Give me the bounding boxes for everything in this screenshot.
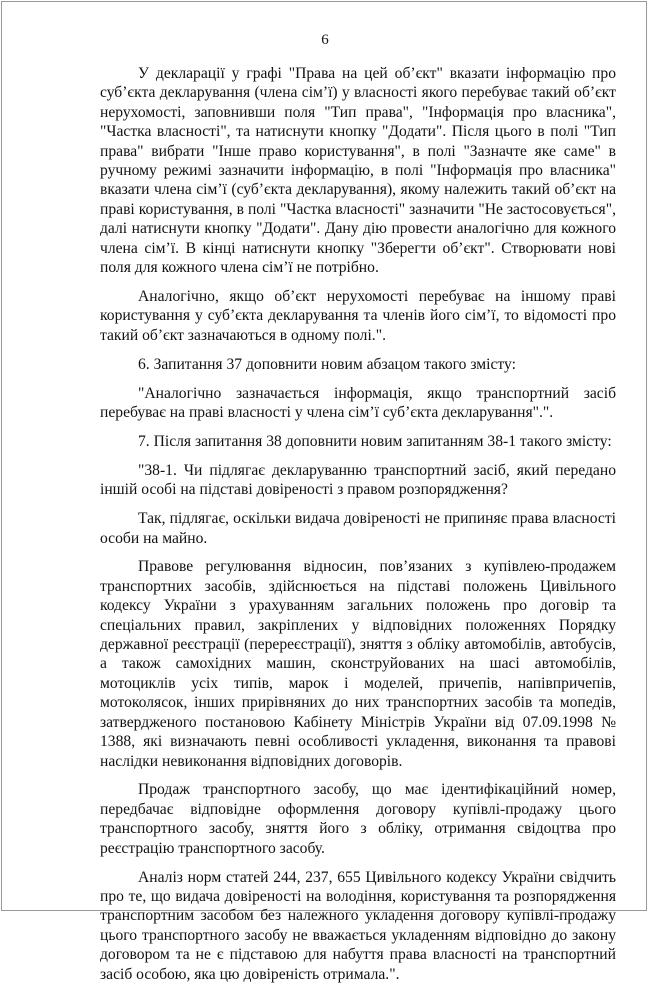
document-body xyxy=(100,64,616,993)
paragraph-declaration-instructions: У декларації у графі "Права на цей об’єкт" вказати інформацію про суб’єкта декларування (члена сім’ї) у власності якого перебуває такий об’єкт нерухомості, заповнивши поля "Тип права", "Інформація про власника", "Частка власності", та натиснути кнопку "Додати". Після цього в полі "Тип права" вибрати "Інше право користування", в полі "Зазначте яке саме" в ручному режимі зазначити інформацію, в полі "Інформація про власника" вказати члена сім’ї (суб’єкта декларування), якому належить такий об’єкт на праві користування, в полі "Частка власності" зазначити "Не застосовується", далі натиснути кнопку "Додати". Дану дію провести аналогічно для кожного члена сім’ї. В кінці натиснути кнопку "Зберегти об’єкт". Створювати нові поля для кожного члена сім’ї не потрібно. xyxy=(100,65,616,277)
paragraph-civil-code-analysis: Аналіз норм статей 244, 237, 655 Цивільного кодексу України свідчить про те, що видача довіреності на володіння, користування та розпорядження транспортним засобом без належного укладення договору купівлі-продажу цього транспортного засобу не вважається укладенням відповідно до закону договором та не є підставою для набуття права власності на транспортний засіб особою, яка цю довіреність отримала.". xyxy=(100,868,616,983)
paragraph-question-38-1: "38-1. Чи підлягає декларуванню транспортний засіб, який передано іншій особі на підставі довіреності з правом розпорядження? xyxy=(100,461,616,499)
paragraph-vehicle-family-member: "Аналогічно зазначається інформація, якщо транспортний засіб перебуває на праві власності у члена сім’ї суб’єкта декларування".". xyxy=(100,384,616,421)
paragraph-vehicle-sale: Продаж транспортного засобу, що має ідентифікаційний номер, передбачає відповідне оформлення договору купівлі-продажу цього транспортного засобу, зняття його з обліку, отримання свідоцтва про реєстрацію транспортного засобу. xyxy=(100,781,616,857)
paragraph-legal-regulation: Правове регулювання відносин, пов’язаних з купівлею-продажем транспортних засобів, здійснюється на підставі положень Цивільного кодексу України з урахуванням загальних положень про договір та спеціальних правил, закріплених у відповідних положеннях Порядку державної реєстрації (перереєстрації), зняття з обліку автомобілів, автобусів, а також самохідних машин, сконструйованих на шасі автомобілів, мотоциклів усіх типів, марок і моделей, причепів, напівпричепів, мотоколясок, інших прирівняних до них транспортних засобів та мопедів, затвердженого постановою Кабінету Міністрів України від 07.09.1998 № 1388, які визначають певні особливості укладення, виконання та правові наслідки невиконання відповідних договорів. xyxy=(100,558,616,770)
paragraph-item-6: 6. Запитання 37 доповнити новим абзацом такого змісту: xyxy=(138,355,516,373)
paragraph-other-right-use: Аналогічно, якщо об’єкт нерухомості перебуває на іншому праві користування у суб’єкта декларування та членів його сім’ї, то відомості про такий об’єкт зазначаються в одному полі.". xyxy=(100,287,616,344)
paragraph-answer-yes: Так, підлягає, оскільки видача довіреності не припиняє права власності особи на майно. xyxy=(100,510,616,547)
page-number: 6 xyxy=(321,32,329,48)
paragraph-item-7: 7. Після запитання 38 доповнити новим запитанням 38-1 такого змісту: xyxy=(138,432,612,450)
